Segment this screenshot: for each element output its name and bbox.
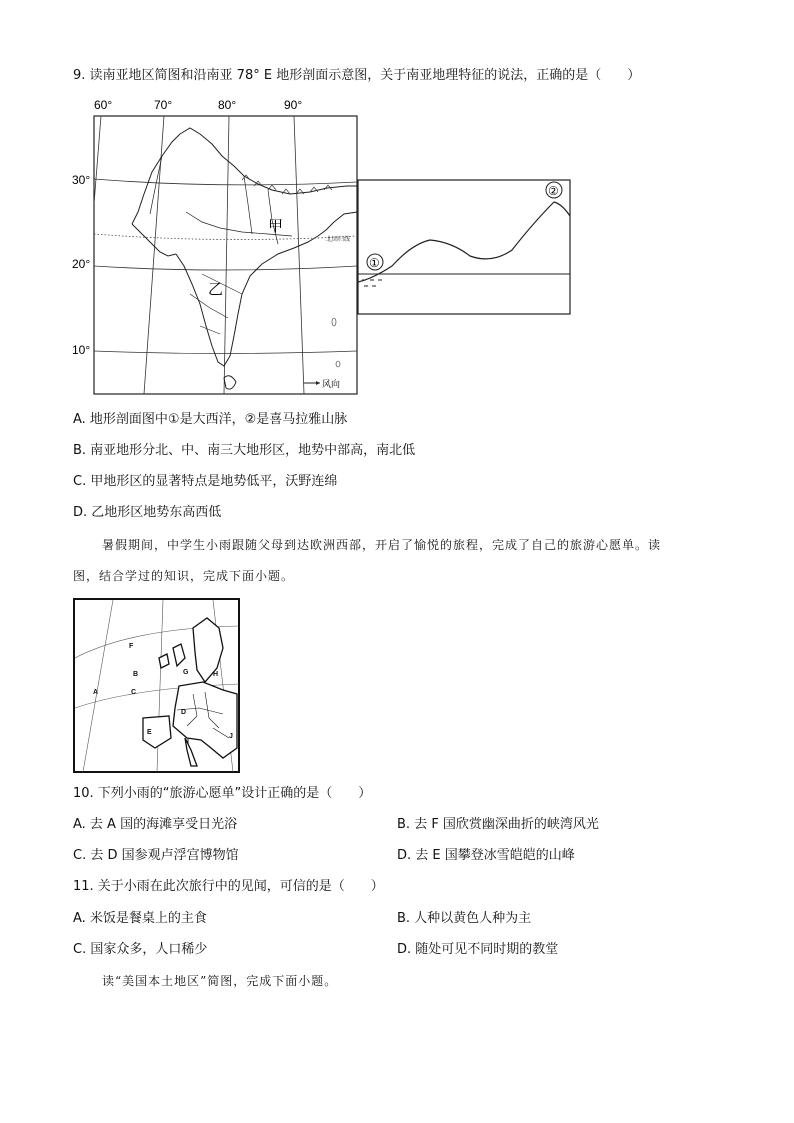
region-jia-label: 甲 xyxy=(268,218,284,235)
europe-letter-h: H xyxy=(213,671,219,678)
europe-letter-f: F xyxy=(129,643,134,650)
q10-option-a[interactable]: A. 去 A 国的海滩享受日光浴 xyxy=(73,817,238,832)
lat-label-30: 30° xyxy=(72,173,91,187)
q9-stem: 9. 读南亚地区简图和沿南亚 78° E 地形剖面示意图，关于南亚地理特征的说法，正确的是（ ） xyxy=(73,68,641,83)
intro2-line2: 图，结合学过的知识，完成下面小题。 xyxy=(73,569,295,583)
intro2-line1: 暑假期间，中学生小雨跟随父母到达欧洲西部，开启了愉悦的旅程，完成了自己的旅游心愿单。读 xyxy=(102,538,662,552)
europe-letter-c: C xyxy=(131,689,137,696)
europe-letter-e: E xyxy=(147,729,152,736)
q11-option-d[interactable]: D. 随处可见不同时期的教堂 xyxy=(397,942,559,957)
q9-option-a[interactable]: A. 地形剖面图中①是大西洋，②是喜马拉雅山脉 xyxy=(73,412,348,427)
q9-option-c[interactable]: C. 甲地形区的显著特点是地势低平，沃野连绵 xyxy=(73,474,338,489)
europe-map xyxy=(73,598,241,774)
q10-option-d[interactable]: D. 去 E 国攀登冰雪皑皑的山峰 xyxy=(397,848,575,863)
europe-letter-i: I xyxy=(187,739,189,746)
lon-label-90: 90° xyxy=(284,98,303,112)
lat-label-10: 10° xyxy=(72,343,91,357)
q10-stem: 10. 下列小雨的“旅游心愿单”设计正确的是（ ） xyxy=(73,786,372,801)
europe-letter-d: D xyxy=(181,709,187,716)
profile-frame xyxy=(358,180,570,314)
intro3: 读“美国本土地区”简图，完成下面小题。 xyxy=(102,974,338,988)
q10-option-b[interactable]: B. 去 F 国欣赏幽深曲折的峡湾风光 xyxy=(397,817,599,832)
europe-letter-a: A xyxy=(93,689,99,696)
south-asia-map xyxy=(72,94,572,399)
europe-letter-g: G xyxy=(183,669,189,676)
europe-letter-j: J xyxy=(229,733,233,740)
wind-label: 风向 xyxy=(322,379,341,389)
profile-marker-1-label: ① xyxy=(369,256,380,270)
lon-label-60: 60° xyxy=(94,98,113,112)
q10-option-c[interactable]: C. 去 D 国参观卢浮宫博物馆 xyxy=(73,848,239,863)
q11-stem: 11. 关于小雨在此次旅行中的见闻，可信的是（ ） xyxy=(73,879,384,894)
lat-label-20: 20° xyxy=(72,257,91,271)
tropic-label: 北回归线 xyxy=(326,237,351,243)
lon-label-70: 70° xyxy=(154,98,173,112)
q11-option-b[interactable]: B. 人种以黄色人种为主 xyxy=(397,911,532,926)
lon-label-80: 80° xyxy=(218,98,237,112)
q9-option-b[interactable]: B. 南亚地形分北、中、南三大地形区，地势中部高，南北低 xyxy=(73,443,416,458)
q11-option-a[interactable]: A. 米饭是餐桌上的主食 xyxy=(73,911,207,926)
profile-marker-2-label: ② xyxy=(548,184,559,198)
europe-letter-b: B xyxy=(133,671,139,678)
region-yi-label: 乙 xyxy=(208,281,224,298)
q9-option-d[interactable]: D. 乙地形区地势东高西低 xyxy=(73,505,222,520)
q11-option-c[interactable]: C. 国家众多，人口稀少 xyxy=(73,942,208,957)
